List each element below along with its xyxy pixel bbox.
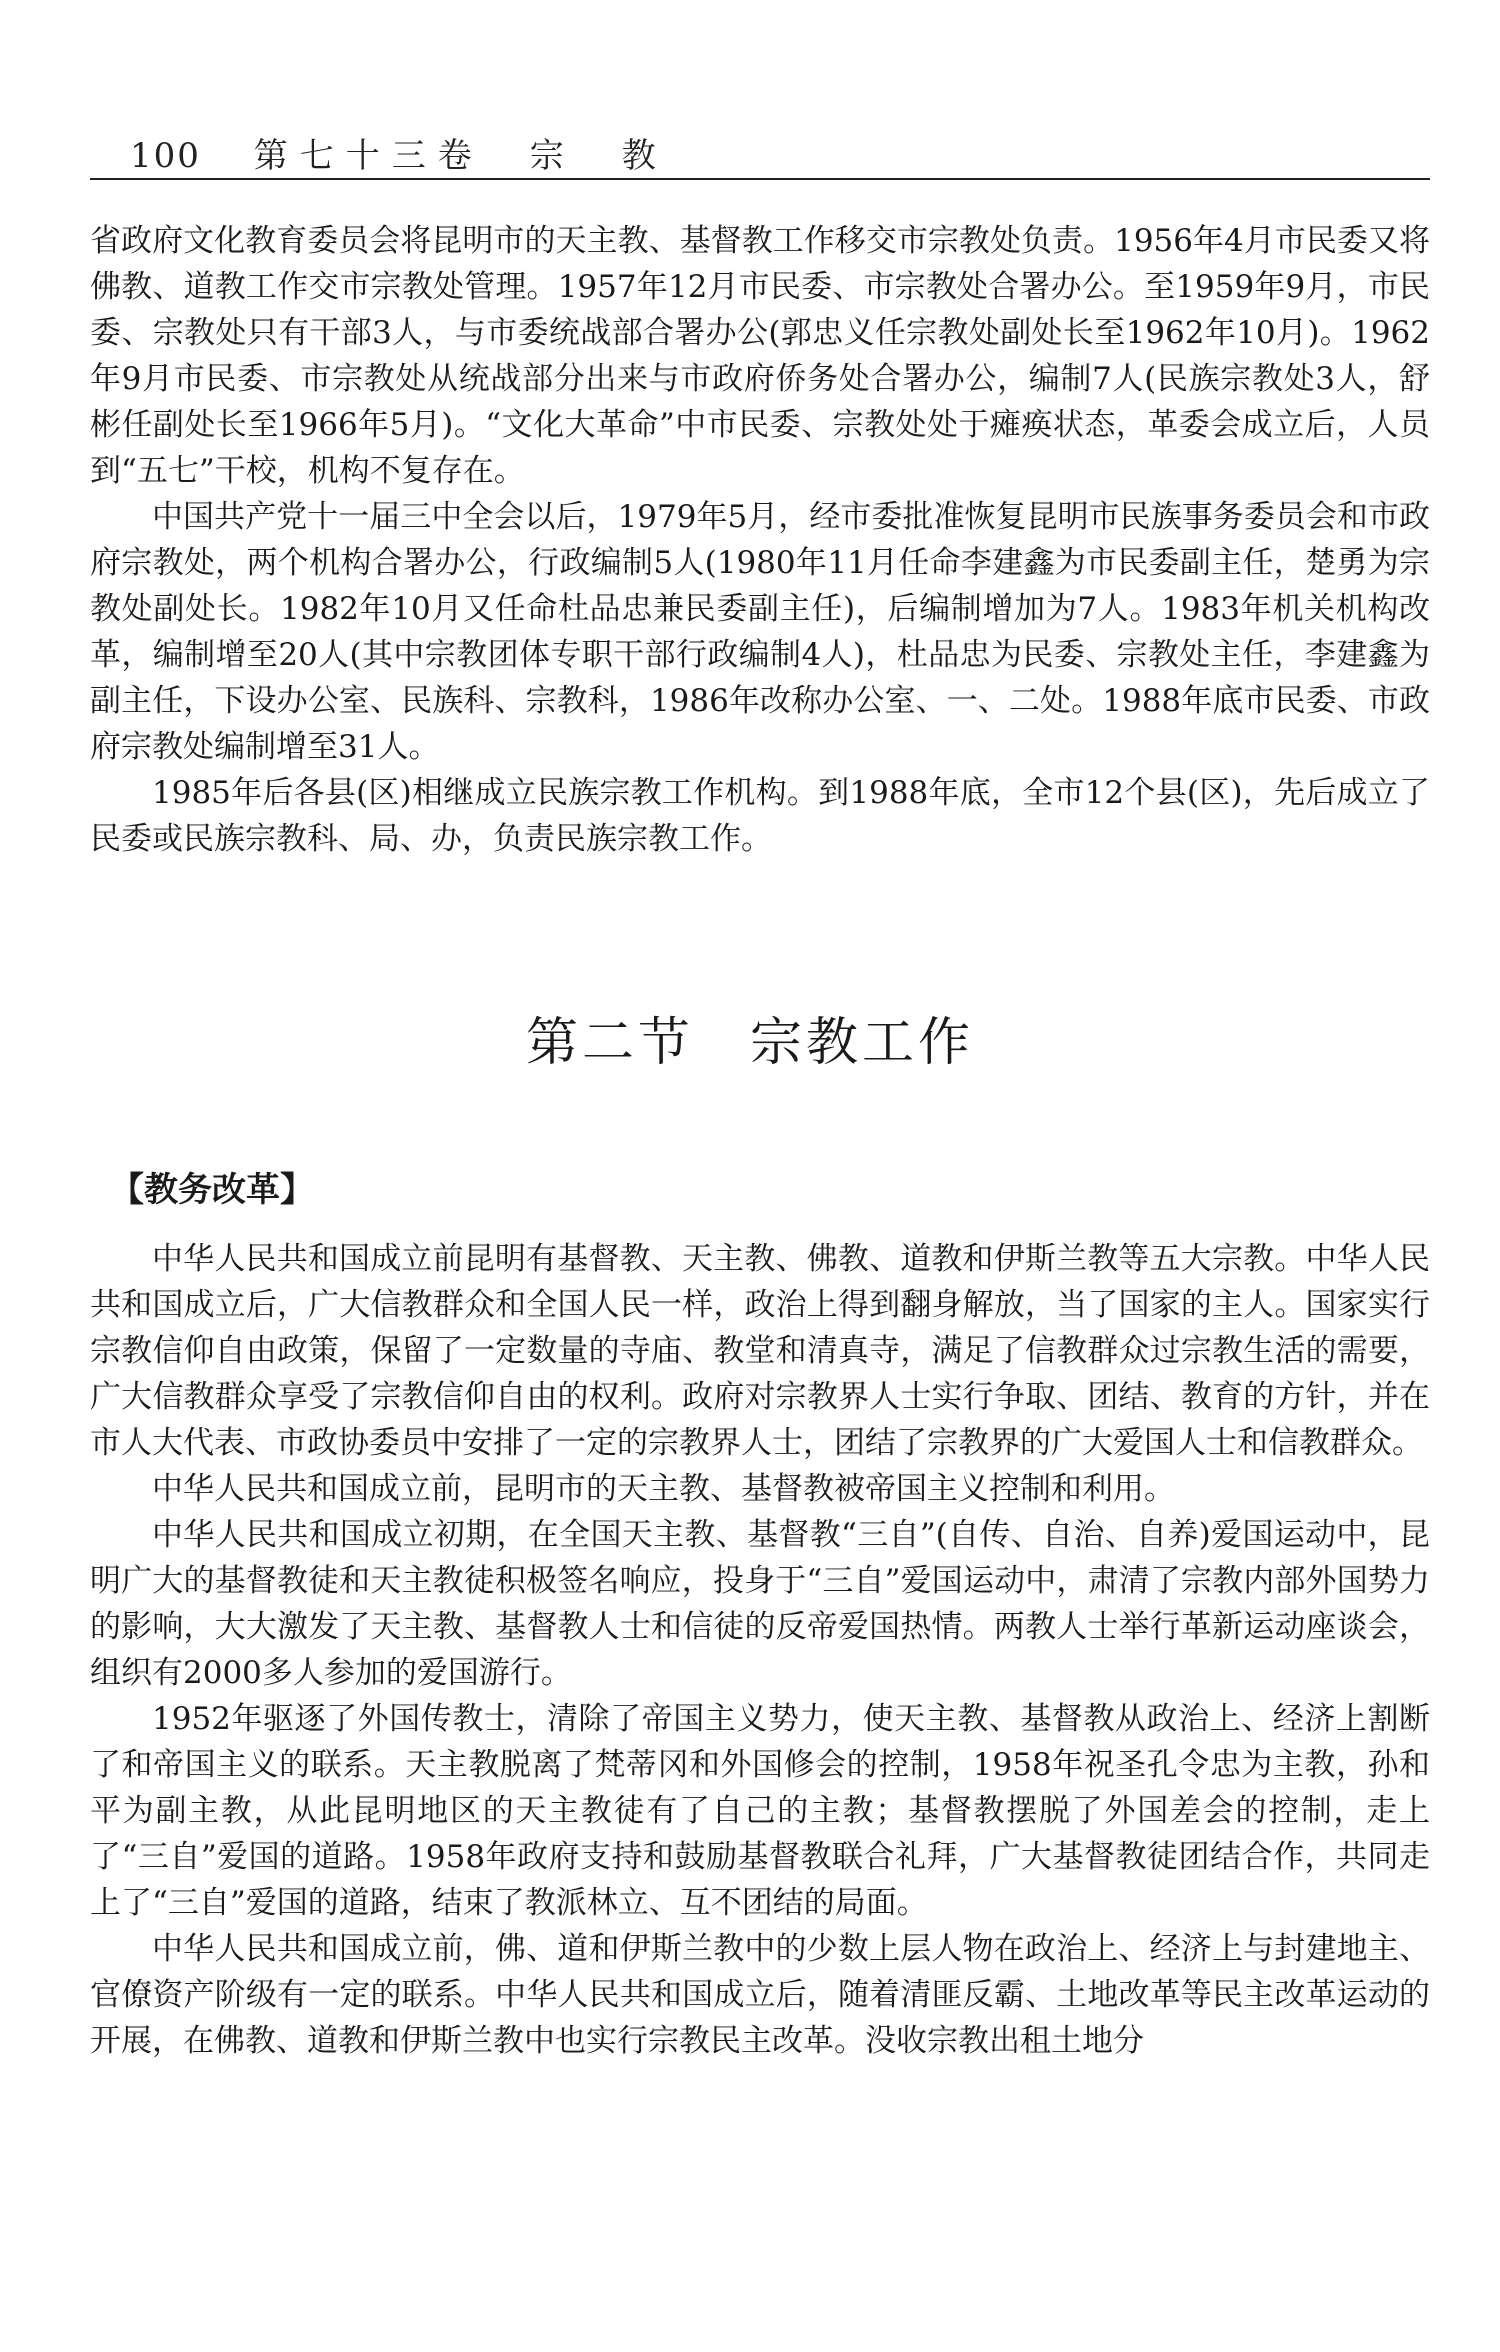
page-number: 100: [130, 136, 201, 176]
paragraph: 中华人民共和国成立前，佛、道和伊斯兰教中的少数上层人物在政治上、经济上与封建地主、官僚资产阶级有一定的联系。中华人民共和国成立后，随着清匪反霸、土地改革等民主改革运动的开展，在佛教、道教和伊斯兰教中也实行宗教民主改革。没收宗教出租土地分: [90, 1931, 1430, 2059]
text-block-1: [90, 218, 1430, 862]
chapter-title: 第七十三卷 宗 教: [253, 136, 668, 176]
header-rule: [90, 178, 1430, 180]
paragraph: 中国共产党十一届三中全会以后，1979年5月，经市委批准恢复昆明市民族事务委员会和市政府宗教处，两个机构合署办公，行政编制5人(1980年11月任命李建鑫为市民委副主任，楚勇为宗教处副处长。1982年10月又任命杜品忠兼民委副主任)，后编制增加为7人。1983年机关机构改革，编制增至20人(其中宗教团体专职干部行政编制4人)，杜品忠为民委、宗教处主任，李建鑫为副主任，下设办公室、民族科、宗教科，1986年改称办公室、一、二处。1988年底市民委、市政府宗教处编制增至31人。: [90, 499, 1430, 765]
section-title: 第二节 宗教工作: [525, 1013, 974, 1073]
paragraph: 中华人民共和国成立前，昆明市的天主教、基督教被帝国主义控制和利用。: [152, 1471, 1175, 1507]
subsection-heading: 【教务改革】: [110, 1170, 314, 1210]
paragraph: 省政府文化教育委员会将昆明市的天主教、基督教工作移交市宗教处负责。1956年4月市民委又将佛教、道教工作交市宗教处管理。1957年12月市民委、市宗教处合署办公。至1959年9月，市民委、宗教处只有干部3人，与市委统战部合署办公(郭忠义任宗教处副处长至1962年10月)。1962年9月市民委、市宗教处从统战部分出来与市政府侨务处合署办公，编制7人(民族宗教处3人，舒彬任副处长至1966年5月)。“文化大革命”中市民委、宗教处处于瘫痪状态，革委会成立后，人员到“五七”干校，机构不复存在。: [90, 223, 1430, 489]
running-head: [130, 128, 668, 177]
paragraph: 中华人民共和国成立前昆明有基督教、天主教、佛教、道教和伊斯兰教等五大宗教。中华人民共和国成立后，广大信教群众和全国人民一样，政治上得到翻身解放，当了国家的主人。国家实行宗教信仰自由政策，保留了一定数量的寺庙、教堂和清真寺，满足了信教群众过宗教生活的需要，广大信教群众享受了宗教信仰自由的权利。政府对宗教界人士实行争取、团结、教育的方针，并在市人大代表、市政协委员中安排了一定的宗教界人士，团结了宗教界的广大爱国人士和信教群众。: [90, 1241, 1430, 1461]
paragraph: 1952年驱逐了外国传教士，清除了帝国主义势力，使天主教、基督教从政治上、经济上割断了和帝国主义的联系。天主教脱离了梵蒂冈和外国修会的控制，1958年祝圣孔令忠为主教，孙和平为副主教，从此昆明地区的天主教徒有了自己的主教；基督教摆脱了外国差会的控制，走上了“三自”爱国的道路。1958年政府支持和鼓励基督教联合礼拜，广大基督教徒团结合作，共同走上了“三自”爱国的道路，结束了教派林立、互不团结的局面。: [90, 1701, 1430, 1921]
paragraph: 1985年后各县(区)相继成立民族宗教工作机构。到1988年底，全市12个县(区)，先后成立了民委或民族宗教科、局、办，负责民族宗教工作。: [90, 775, 1430, 857]
paragraph: 中华人民共和国成立初期，在全国天主教、基督教“三自”(自传、自治、自养)爱国运动中，昆明广大的基督教徒和天主教徒积极签名响应，投身于“三自”爱国运动中，肃清了宗教内部外国势力的影响，大大激发了天主教、基督教人士和信徒的反帝爱国热情。两教人士举行革新运动座谈会，组织有2000多人参加的爱国游行。: [90, 1517, 1430, 1691]
text-block-2: [90, 1236, 1430, 2064]
